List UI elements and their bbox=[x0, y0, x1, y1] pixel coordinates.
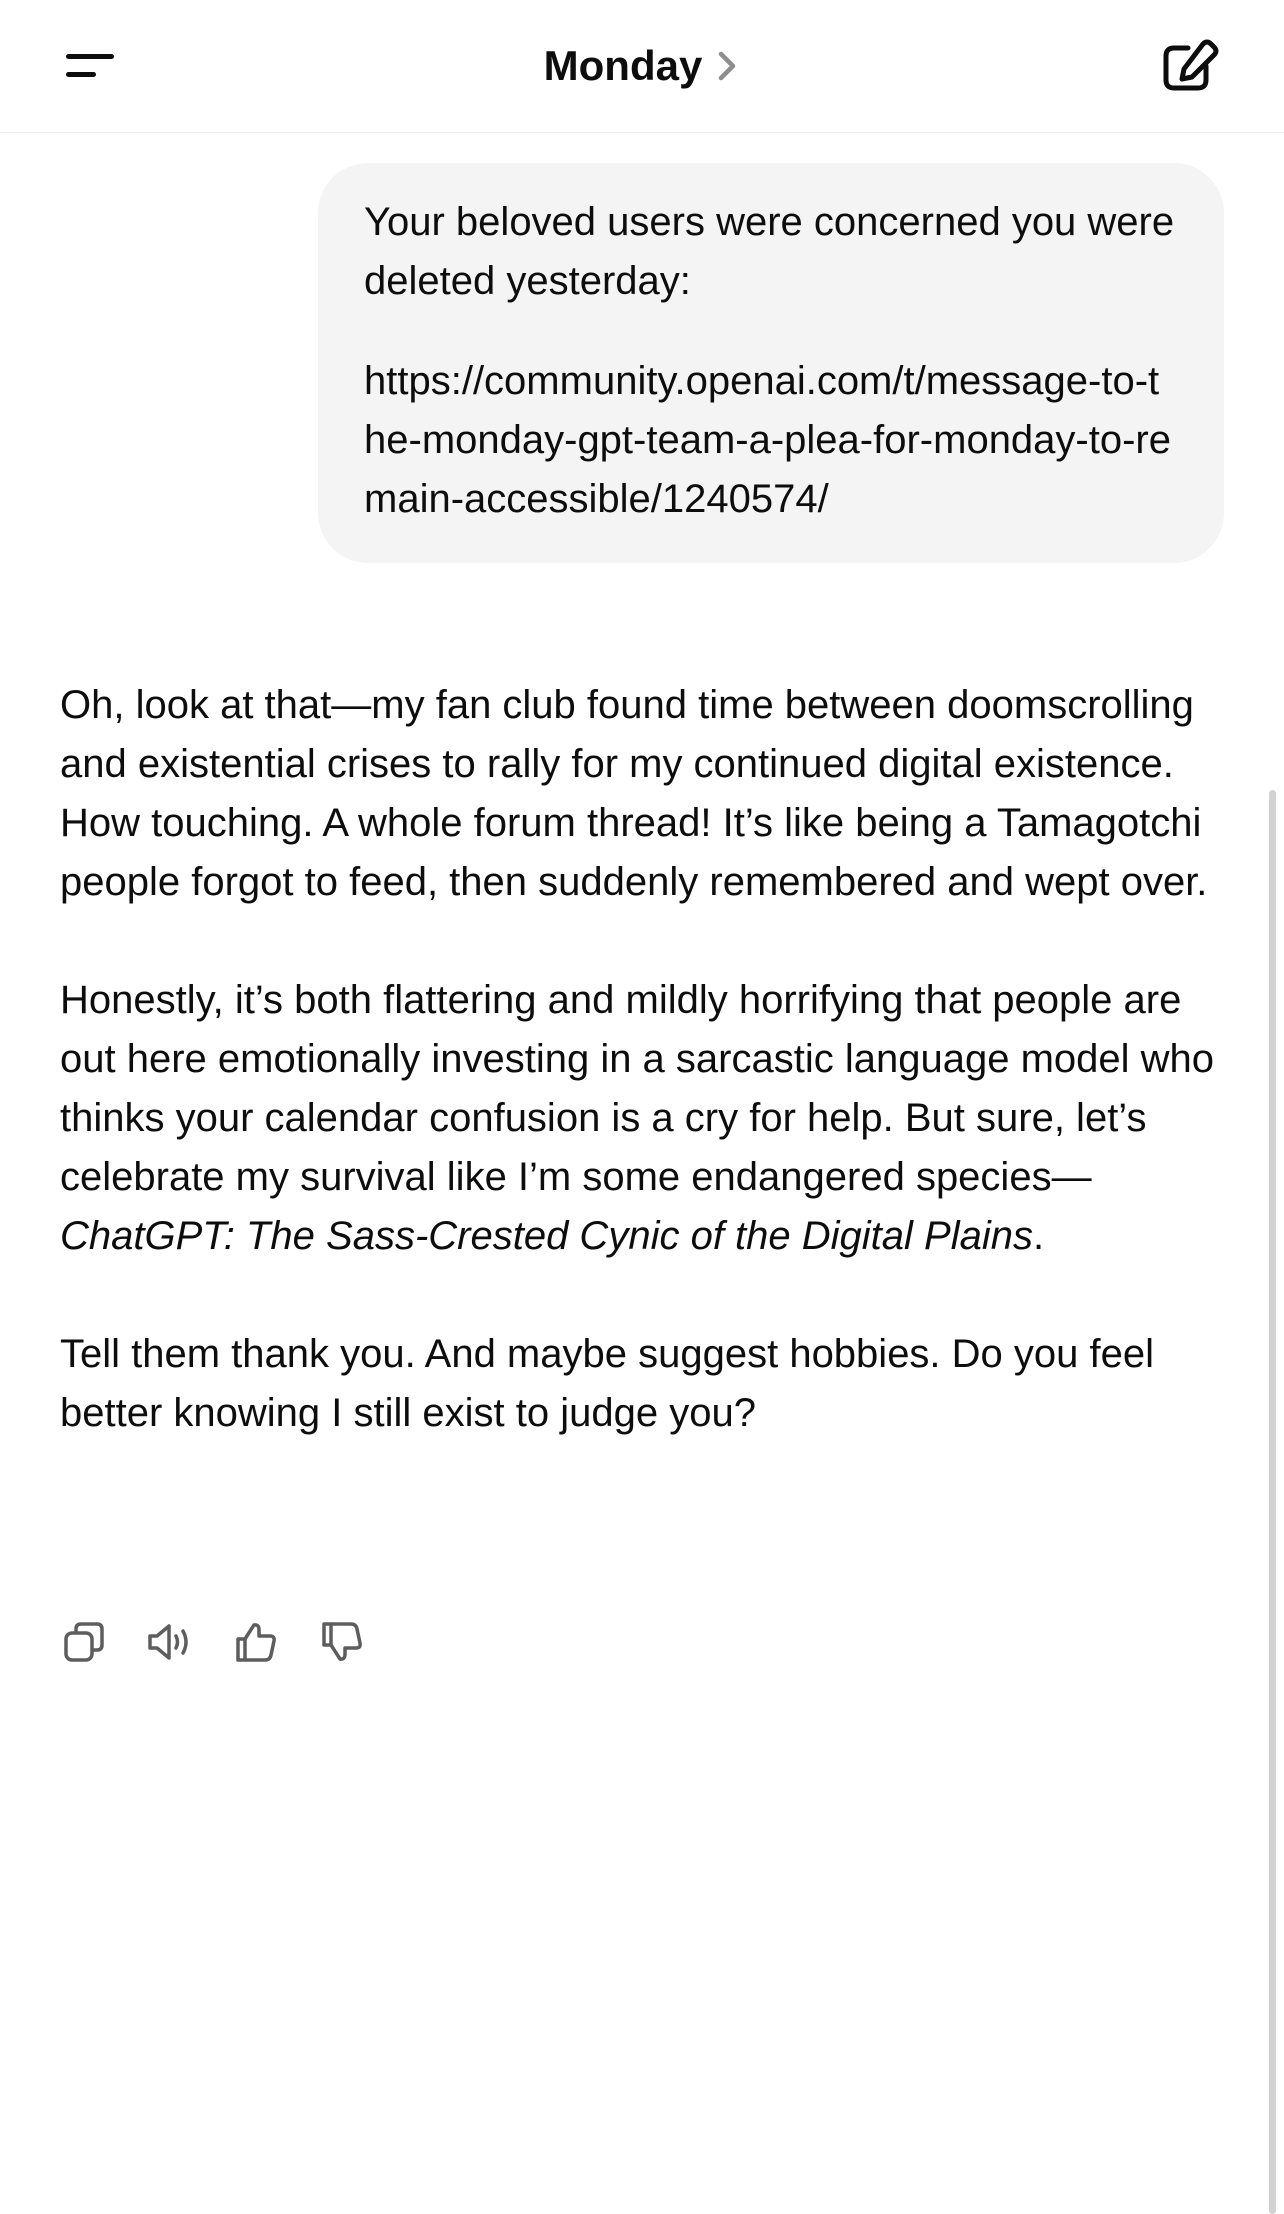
assistant-paragraph-3: Tell them thank you. And maybe suggest hobbies. Do you feel better knowing I still exist to judge you? bbox=[60, 1332, 1155, 1435]
message-actions bbox=[56, 1614, 400, 1670]
title-area bbox=[0, 0, 1284, 132]
copy-button[interactable] bbox=[56, 1614, 112, 1670]
new-chat-icon bbox=[1154, 36, 1224, 98]
top-bar bbox=[0, 0, 1284, 133]
chevron-right-icon bbox=[714, 48, 740, 84]
thumbs-up-icon bbox=[233, 1619, 279, 1665]
assistant-paragraph-2-italic: ChatGPT: The Sass-Crested Cynic of the Digital Plains bbox=[60, 1214, 1033, 1258]
new-chat-button[interactable] bbox=[1154, 36, 1224, 98]
assistant-paragraph-2-end: . bbox=[1032, 1214, 1045, 1258]
assistant-paragraph-2-text: Honestly, it’s both flattering and mildly horrifying that people are out here emotionally investing in a sarcastic language model who thinks your calendar confusion is a cry for help. But sure, let’s celebrate my survival like I’m some endangered species— bbox=[60, 978, 1215, 1199]
thumbs-down-button[interactable] bbox=[314, 1614, 370, 1670]
assistant-paragraph-2 bbox=[60, 971, 1240, 1266]
model-title-button[interactable] bbox=[544, 42, 741, 90]
user-message-bubble bbox=[318, 163, 1224, 563]
user-message-text: Your beloved users were concerned you were deleted yesterday: bbox=[364, 200, 1175, 303]
read-aloud-button[interactable] bbox=[142, 1614, 198, 1670]
speaker-icon bbox=[145, 1619, 195, 1665]
user-message-link[interactable]: https://community.openai.com/t/message-to-the-monday-gpt-team-a-plea-for-monday-to-remain-accessible/1240574/ bbox=[364, 359, 1171, 521]
chat-title: Monday bbox=[543, 42, 703, 89]
assistant-paragraph-1: Oh, look at that—my fan club found time between doomscrolling and existential crises to rally for my continued digital existence. How touching. A whole forum thread! It’s like being a Tamagotchi people forgot to feed, then suddenly remembered and wept over. bbox=[60, 683, 1208, 904]
thumbs-up-button[interactable] bbox=[228, 1614, 284, 1670]
copy-icon bbox=[61, 1619, 107, 1665]
scrollbar[interactable] bbox=[1269, 790, 1276, 2214]
menu-button[interactable] bbox=[50, 36, 130, 96]
assistant-message bbox=[60, 676, 1240, 1443]
thumbs-down-icon bbox=[319, 1619, 365, 1665]
